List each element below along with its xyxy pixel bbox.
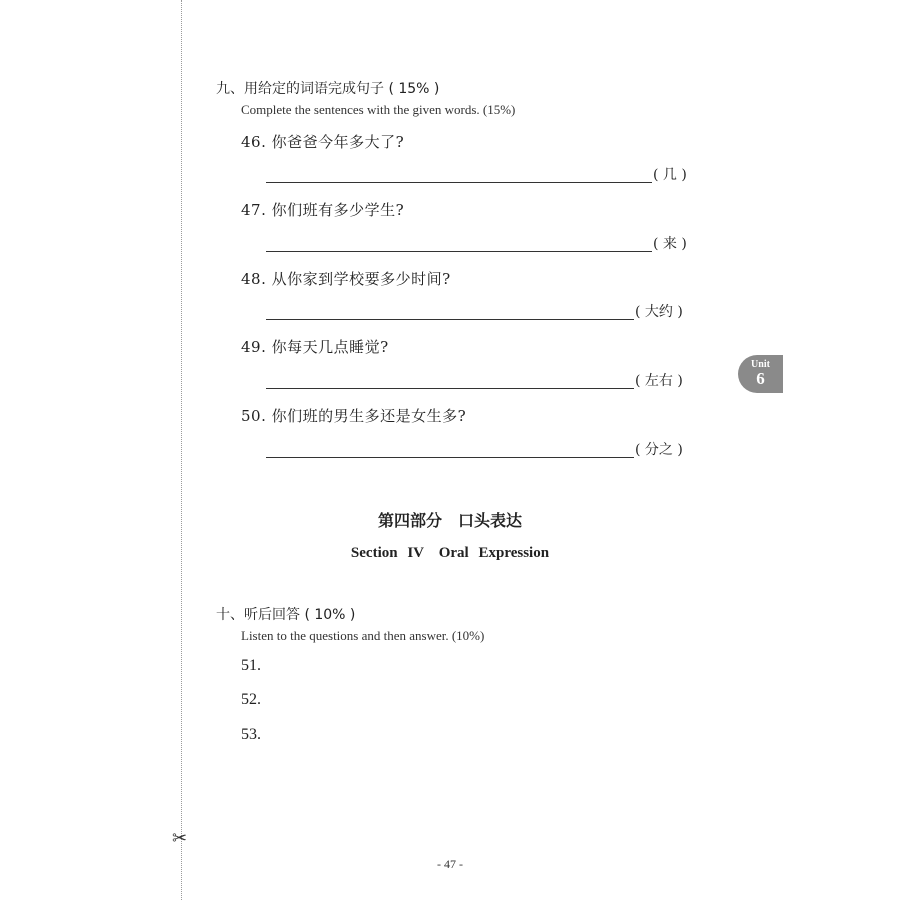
part-4-subtitle: Section IV Oral Expression [350,545,550,561]
hint-47: ( 来 ) [653,236,687,252]
question-47: 47. 你们班有多少学生? [241,201,405,219]
cut-line [181,0,182,900]
section-10-subheading: Listen to the questions and then answer. (10%) [241,628,485,643]
question-49: 49. 你每天几点睡觉? [241,338,389,356]
oral-item-53: 53. [241,726,261,743]
page-number: - 47 - [437,857,463,871]
hint-48: ( 大约 ) [635,304,683,320]
answer-line-48[interactable] [266,319,634,320]
answer-line-46[interactable] [266,182,652,183]
question-48: 48. 从你家到学校要多少时间? [241,270,451,288]
unit-tab-label: Unit [751,359,770,370]
question-46: 46. 你爸爸今年多大了? [241,133,405,151]
hint-46: ( 几 ) [653,167,687,183]
unit-tab-number: 6 [756,369,765,388]
part-4-title: 第四部分 口头表达 [377,511,522,530]
answer-line-47[interactable] [266,251,652,252]
hint-50: ( 分之 ) [635,442,683,458]
answer-line-49[interactable] [266,388,634,389]
section-10-heading: 十、听后回答 ( 10% ) [216,607,356,623]
oral-item-51: 51. [241,657,261,674]
hint-49: ( 左右 ) [635,373,683,389]
oral-item-52: 52. [241,691,261,708]
scissors-icon: ✂ [172,828,188,849]
section-9-subheading: Complete the sentences with the given words. (15%) [241,102,516,117]
question-50: 50. 你们班的男生多还是女生多? [241,407,467,425]
unit-tab [738,355,783,393]
answer-line-50[interactable] [266,457,634,458]
section-9-heading: 九、用给定的词语完成句子 ( 15% ) [216,81,440,97]
